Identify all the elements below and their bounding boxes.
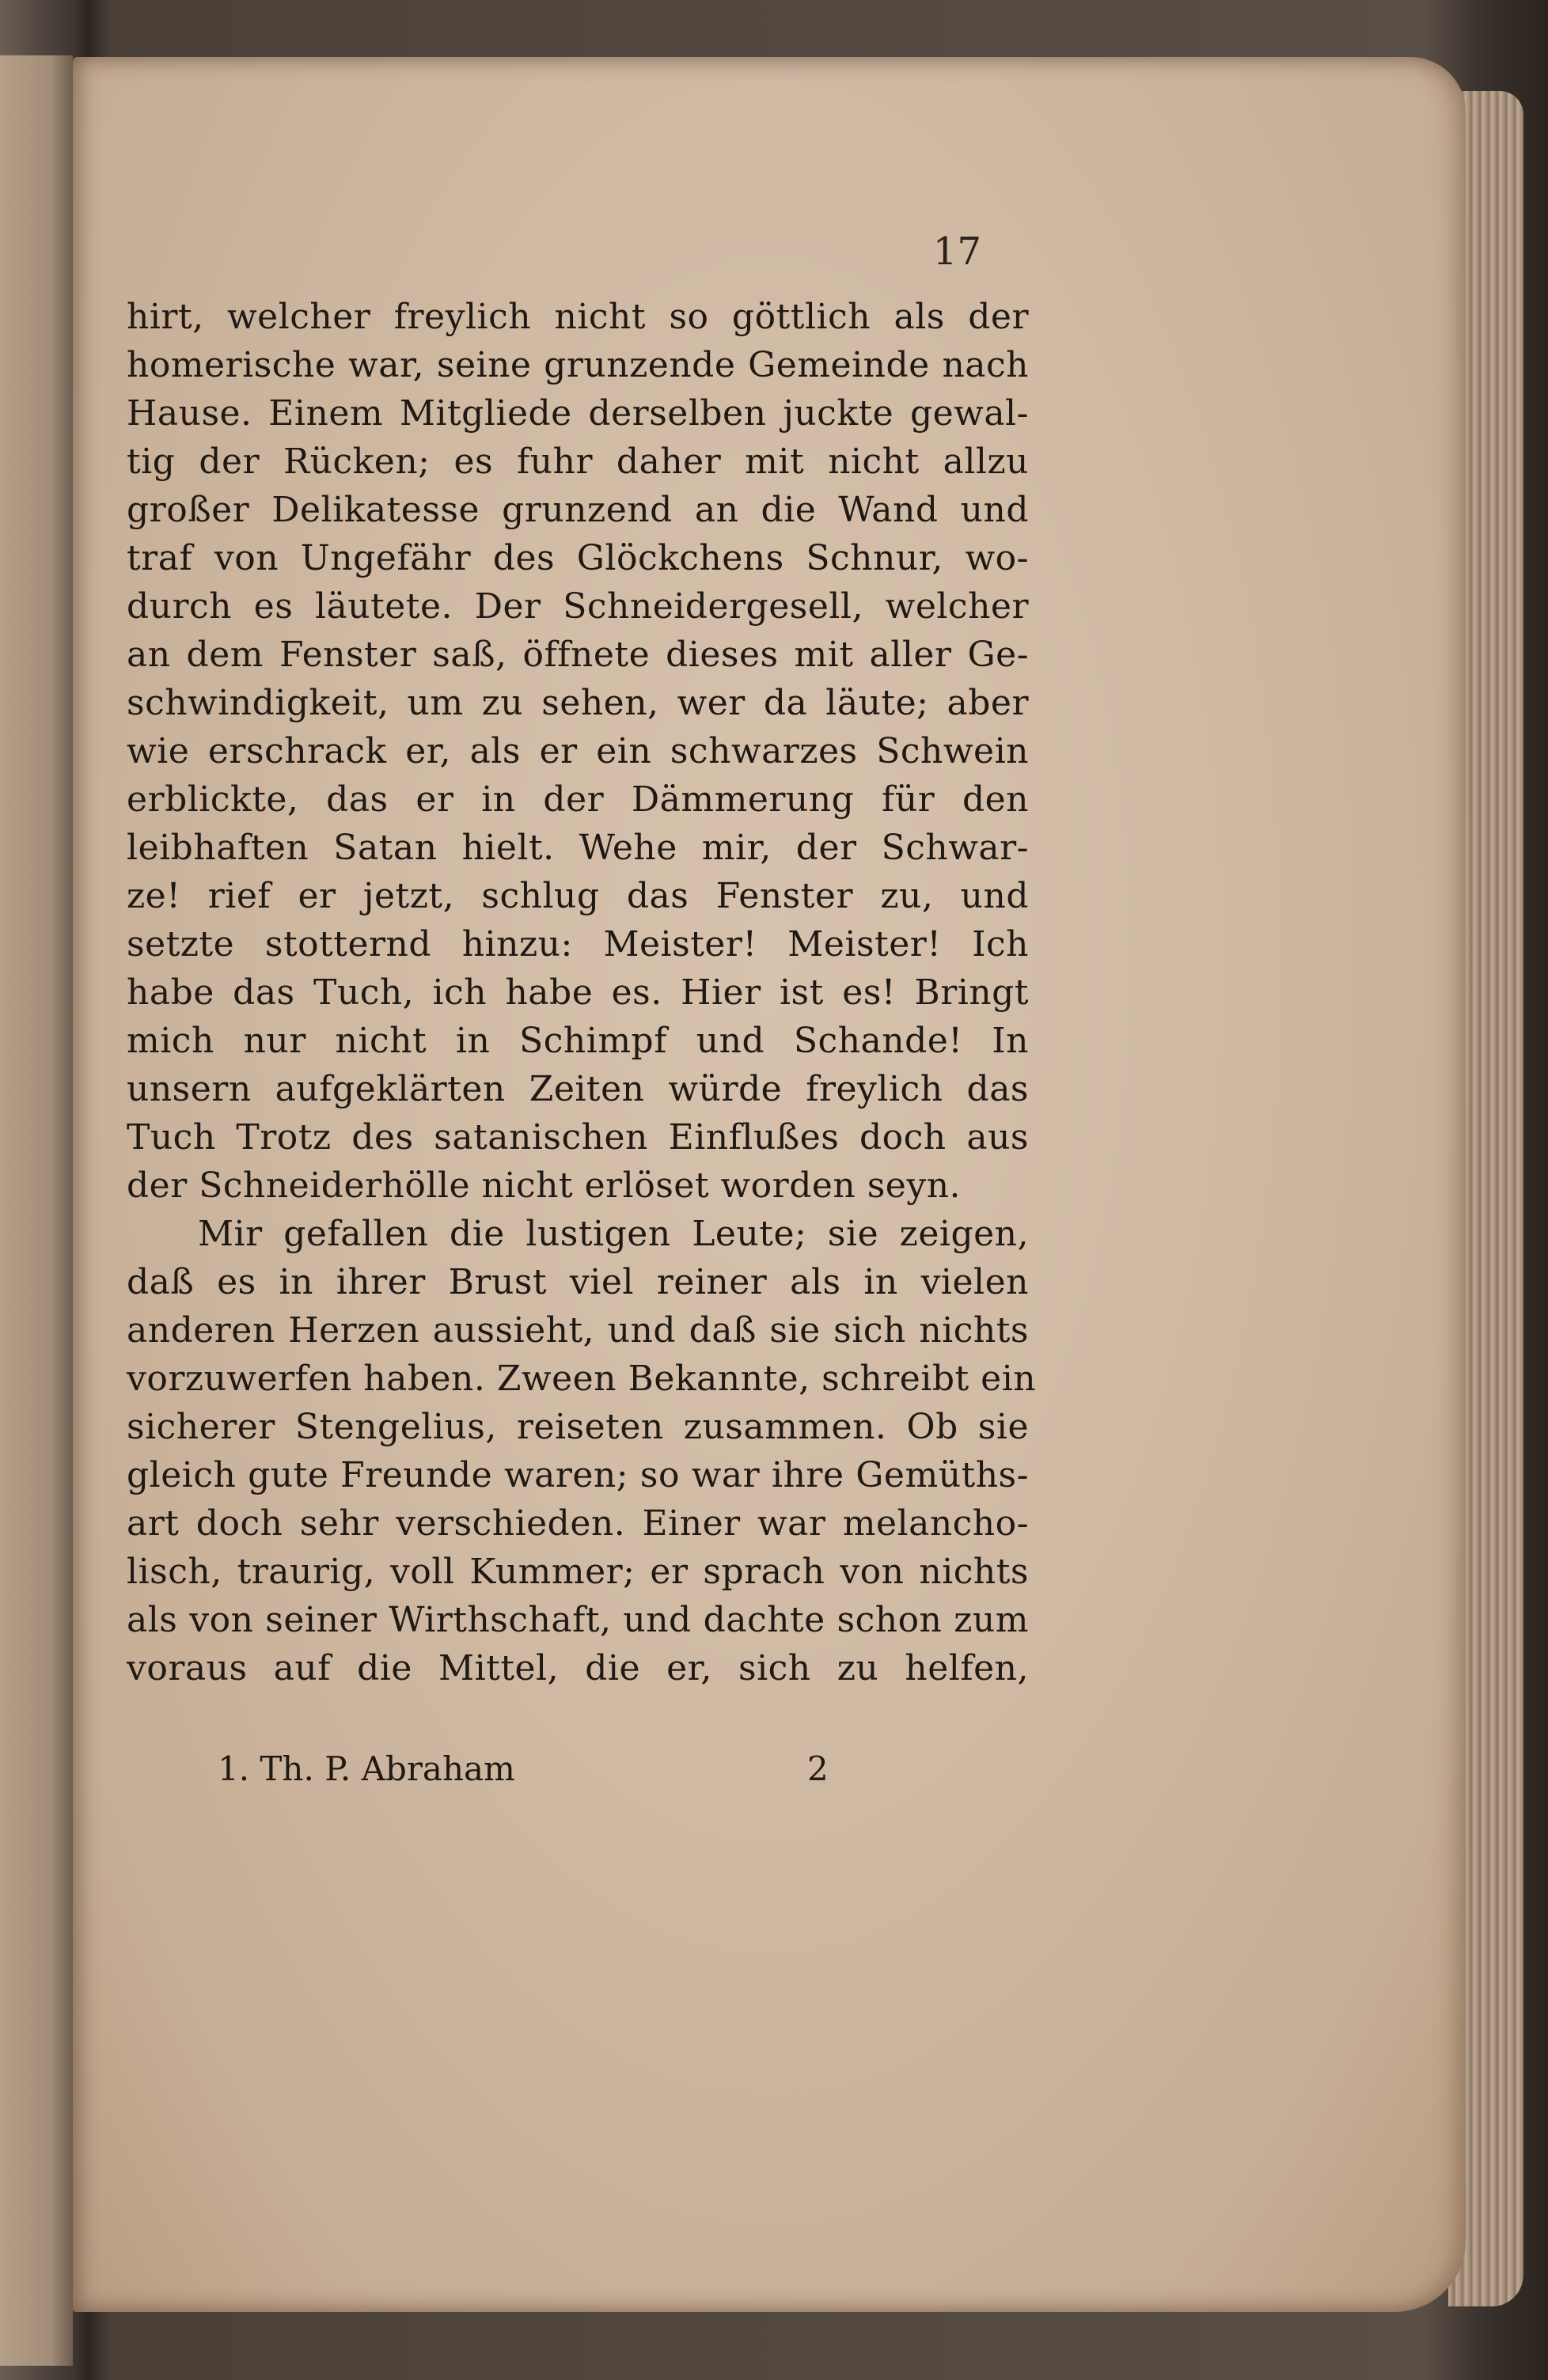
paragraph-1 (127, 293, 1029, 1210)
text-line: lisch, traurig, voll Kummer; er sprach von nichts (127, 1552, 1029, 1592)
text-line: homerische war, seine grunzende Gemeinde nach (127, 345, 1029, 385)
text-line: voraus auf die Mittel, die er, sich zu helfen, (127, 1648, 1029, 1688)
text-line: tig der Rücken; es fuhr daher mit nicht allzu (127, 442, 1029, 482)
text-line: Tuch Trotz des satanischen Einflußes doch aus (127, 1117, 1029, 1158)
text-line: anderen Herzen aussieht, und daß sie sich nichts (127, 1310, 1029, 1351)
paragraph-2 (127, 1210, 1037, 1692)
text-line: traf von Ungefähr des Glöckchens Schnur, wo- (127, 538, 1029, 578)
text-line: leibhaften Satan hielt. Wehe mir, der Schwar- (127, 828, 1029, 868)
text-line: unsern aufgeklärten Zeiten würde freylich das (127, 1069, 1029, 1109)
text-line: schwindigkeit, um zu sehen, wer da läute; aber (127, 683, 1029, 723)
page-footer (127, 1745, 1029, 1793)
text-line: vorzuwerfen haben. Zween Bekannte, schreibt ein (127, 1359, 1037, 1399)
text-line: habe das Tuch, ich habe es. Hier ist es! Bringt (127, 972, 1029, 1013)
page-number: 17 (932, 229, 981, 274)
text-line: daß es in ihrer Brust viel reiner als in vielen (127, 1262, 1029, 1302)
text-line: art doch sehr verschieden. Einer war melancho- (127, 1503, 1029, 1544)
text-line: Hause. Einem Mitgliede derselben juckte gewal- (127, 393, 1029, 434)
sheet-mark: 2 (807, 1749, 829, 1788)
body-text (127, 293, 1037, 1692)
text-line: an dem Fenster saß, öffnete dieses mit aller Ge- (127, 635, 1029, 675)
text-line: Mir gefallen die lustigen Leute; sie zeigen, (198, 1214, 1029, 1254)
text-line: der Schneiderhölle nicht erlöset worden seyn. (127, 1165, 962, 1206)
text-line: ze! rief er jetzt, schlug das Fenster zu, und (127, 876, 1029, 916)
text-line: durch es läutete. Der Schneidergesell, welcher (127, 586, 1029, 627)
signature-line: 1. Th. P. Abraham (218, 1749, 515, 1788)
text-line: großer Delikatesse grunzend an die Wand und (127, 490, 1029, 530)
text-line: erblickte, das er in der Dämmerung für den (127, 779, 1029, 820)
text-line: als von seiner Wirthschaft, und dachte schon zum (127, 1600, 1029, 1640)
text-line: gleich gute Freunde waren; so war ihre Gemüths- (127, 1455, 1029, 1495)
text-line: mich nur nicht in Schimpf und Schande! In (127, 1021, 1029, 1061)
text-line: hirt, welcher freylich nicht so göttlich als der (127, 297, 1029, 337)
text-line: setzte stotternd hinzu: Meister! Meister! Ich (127, 924, 1029, 965)
left-page-edge (0, 55, 73, 2366)
text-line: wie erschrack er, als er ein schwarzes Schwein (127, 731, 1029, 771)
text-line: sicherer Stengelius, reiseten zusammen. Ob sie (127, 1407, 1029, 1447)
